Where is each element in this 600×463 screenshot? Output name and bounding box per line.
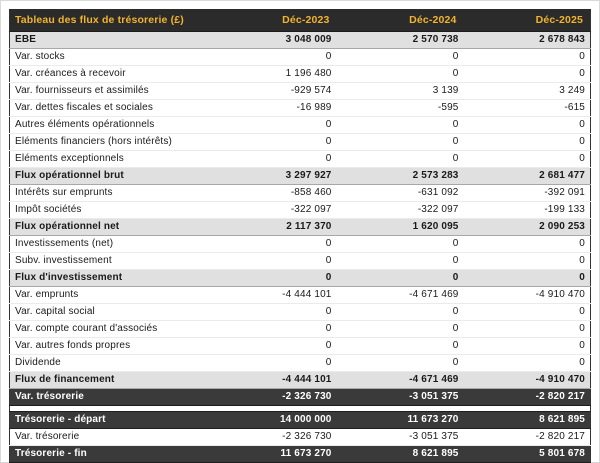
- row-label: EBE: [10, 32, 210, 49]
- row-value: -4 671 469: [337, 372, 464, 389]
- row-value: -3 051 375: [337, 429, 464, 446]
- row-value: 0: [210, 304, 337, 321]
- row-value: 0: [464, 66, 591, 83]
- row-value: -4 910 470: [464, 287, 591, 304]
- column-header-dec-2023: Déc-2023: [210, 9, 337, 32]
- row-label: Eléments exceptionnels: [10, 151, 210, 168]
- row-value: -2 326 730: [210, 429, 337, 446]
- row-value: 3 139: [337, 83, 464, 100]
- row-value: 0: [210, 355, 337, 372]
- row-value: 0: [464, 236, 591, 253]
- table-row: [10, 355, 591, 372]
- row-label: Intérêts sur emprunts: [10, 185, 210, 202]
- row-value: 0: [464, 270, 591, 287]
- row-value: -322 097: [337, 202, 464, 219]
- row-label: Trésorerie - départ: [10, 412, 210, 429]
- row-value: 0: [337, 49, 464, 66]
- row-value: 0: [210, 270, 337, 287]
- table-row: [10, 151, 591, 168]
- row-value: 0: [210, 236, 337, 253]
- row-label: Impôt sociétés: [10, 202, 210, 219]
- row-value: -858 460: [210, 185, 337, 202]
- row-label: Var. trésorerie: [10, 389, 210, 406]
- row-label: Flux de financement: [10, 372, 210, 389]
- row-value: 0: [464, 151, 591, 168]
- column-header-dec-2025: Déc-2025: [464, 9, 591, 32]
- row-value: 0: [210, 338, 337, 355]
- row-value: 0: [337, 236, 464, 253]
- row-label: Var. créances à recevoir: [10, 66, 210, 83]
- cashflow-table: [9, 9, 591, 463]
- row-label: Flux opérationnel brut: [10, 168, 210, 185]
- row-label: Var. trésorerie: [10, 429, 210, 446]
- row-value: 0: [337, 321, 464, 338]
- row-value: 11 673 270: [210, 446, 337, 463]
- row-value: 0: [464, 134, 591, 151]
- row-value: 0: [464, 355, 591, 372]
- table-row: [10, 83, 591, 100]
- row-value: 0: [464, 321, 591, 338]
- row-value: 14 000 000: [210, 412, 337, 429]
- table-row: [10, 270, 591, 287]
- table-row: [10, 338, 591, 355]
- row-value: -631 092: [337, 185, 464, 202]
- table-body: [10, 32, 591, 463]
- table-row: [10, 236, 591, 253]
- table-row: [10, 372, 591, 389]
- table-row: [10, 202, 591, 219]
- row-value: 0: [464, 117, 591, 134]
- table-row: [10, 134, 591, 151]
- row-value: 0: [210, 321, 337, 338]
- table-row: [10, 412, 591, 429]
- row-label: Eléments financiers (hors intérêts): [10, 134, 210, 151]
- row-value: 2 573 283: [337, 168, 464, 185]
- table-row: [10, 117, 591, 134]
- row-value: -929 574: [210, 83, 337, 100]
- row-value: -199 133: [464, 202, 591, 219]
- row-label: Investissements (net): [10, 236, 210, 253]
- row-value: -4 910 470: [464, 372, 591, 389]
- table-row: [10, 429, 591, 446]
- table-row: [10, 168, 591, 185]
- row-value: 0: [210, 253, 337, 270]
- row-value: 2 678 843: [464, 32, 591, 49]
- row-value: 2 570 738: [337, 32, 464, 49]
- row-value: 0: [337, 151, 464, 168]
- row-value: 8 621 895: [464, 412, 591, 429]
- row-value: 3 249: [464, 83, 591, 100]
- row-value: -2 820 217: [464, 389, 591, 406]
- row-value: 0: [337, 270, 464, 287]
- row-value: 8 621 895: [337, 446, 464, 463]
- table-title: Tableau des flux de trésorerie (£): [10, 9, 210, 32]
- table-row: [10, 100, 591, 117]
- row-value: 0: [210, 117, 337, 134]
- row-value: 11 673 270: [337, 412, 464, 429]
- table-row: [10, 185, 591, 202]
- row-label: Var. fournisseurs et assimilés: [10, 83, 210, 100]
- row-value: -322 097: [210, 202, 337, 219]
- row-label: Autres éléments opérationnels: [10, 117, 210, 134]
- row-value: 0: [337, 134, 464, 151]
- row-label: Dividende: [10, 355, 210, 372]
- row-value: -3 051 375: [337, 389, 464, 406]
- row-value: 2 090 253: [464, 219, 591, 236]
- row-label: Subv. investissement: [10, 253, 210, 270]
- row-value: 0: [464, 304, 591, 321]
- row-value: 0: [464, 49, 591, 66]
- row-label: Var. emprunts: [10, 287, 210, 304]
- row-value: 0: [337, 117, 464, 134]
- row-label: Var. stocks: [10, 49, 210, 66]
- row-value: -4 444 101: [210, 372, 337, 389]
- row-value: 0: [337, 338, 464, 355]
- row-value: 0: [464, 253, 591, 270]
- row-value: 5 801 678: [464, 446, 591, 463]
- row-value: -16 989: [210, 100, 337, 117]
- row-value: 3 048 009: [210, 32, 337, 49]
- row-label: Var. capital social: [10, 304, 210, 321]
- table-row: [10, 321, 591, 338]
- table-row: [10, 253, 591, 270]
- row-value: 1 196 480: [210, 66, 337, 83]
- row-value: -4 671 469: [337, 287, 464, 304]
- row-value: 2 681 477: [464, 168, 591, 185]
- table-row: [10, 446, 591, 463]
- row-label: Var. compte courant d'associés: [10, 321, 210, 338]
- row-value: 0: [337, 355, 464, 372]
- table-row: [10, 389, 591, 406]
- row-value: 0: [337, 66, 464, 83]
- row-label: Flux d'investissement: [10, 270, 210, 287]
- row-value: -615: [464, 100, 591, 117]
- table-row: [10, 287, 591, 304]
- table-header: [10, 9, 591, 32]
- row-value: -595: [337, 100, 464, 117]
- row-label: Var. dettes fiscales et sociales: [10, 100, 210, 117]
- row-value: 0: [210, 134, 337, 151]
- column-header-dec-2024: Déc-2024: [337, 9, 464, 32]
- row-value: -2 326 730: [210, 389, 337, 406]
- row-value: 3 297 927: [210, 168, 337, 185]
- row-value: -392 091: [464, 185, 591, 202]
- row-value: 0: [464, 338, 591, 355]
- row-value: -4 444 101: [210, 287, 337, 304]
- row-label: Flux opérationnel net: [10, 219, 210, 236]
- table-row: [10, 32, 591, 49]
- row-value: 1 620 095: [337, 219, 464, 236]
- row-value: -2 820 217: [464, 429, 591, 446]
- row-value: 0: [210, 151, 337, 168]
- table-row: [10, 66, 591, 83]
- row-value: 0: [210, 49, 337, 66]
- table-row: [10, 49, 591, 66]
- row-value: 0: [337, 253, 464, 270]
- table-row: [10, 219, 591, 236]
- row-label: Var. autres fonds propres: [10, 338, 210, 355]
- row-label: Trésorerie - fin: [10, 446, 210, 463]
- row-value: 0: [337, 304, 464, 321]
- table-row: [10, 304, 591, 321]
- row-value: 2 117 370: [210, 219, 337, 236]
- header-row: [10, 9, 591, 32]
